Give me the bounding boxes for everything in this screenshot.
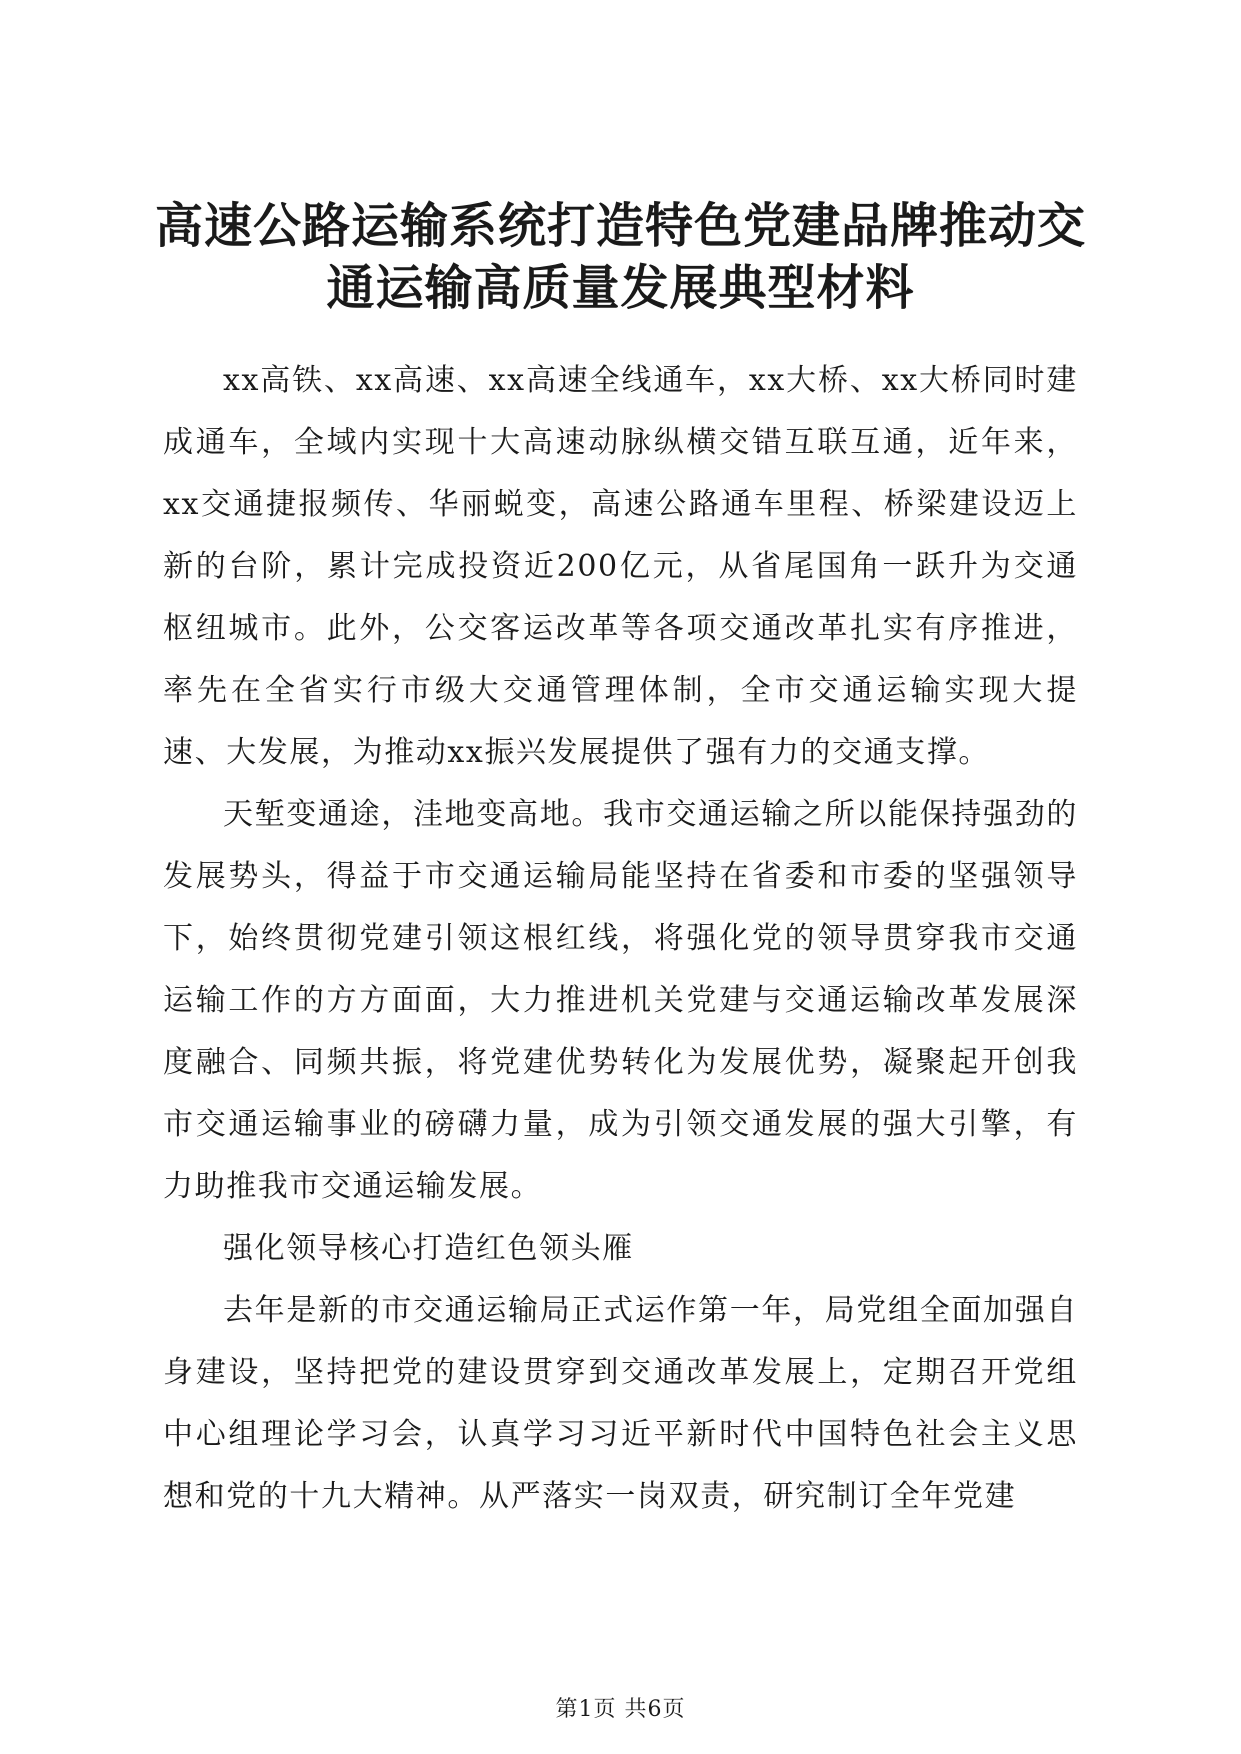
paragraph-development: 天堑变通途，洼地变高地。我市交通运输之所以能保持强劲的发展势头，得益于市交通运输局能坚持在省委和市委的坚强领导下，始终贯彻党建引领这根红线，将强化党的领导贯穿我市交通运输工作的方方面面，大力推进机关党建与交通运输改革发展深度融合、同频共振，将党建优势转化为发展优势，凝聚起开创我市交通运输事业的磅礴力量，成为引领交通发展的强大引擎，有力助推我市交通运输发展。 [163,797,1078,1204]
document-body [163,350,1078,1528]
paragraph-leadership: 去年是新的市交通运输局正式运作第一年，局党组全面加强自身建设，坚持把党的建设贯穿到交通改革发展上，定期召开党组中心组理论学习会，认真学习习近平新时代中国特色社会主义思想和党的十九大精神。从严落实一岗双责，研究制订全年党建 [163,1293,1078,1514]
paragraph-intro: xx高铁、xx高速、xx高速全线通车，xx大桥、xx大桥同时建成通车，全域内实现十大高速动脉纵横交错互联互通，近年来，xx交通捷报频传、华丽蜕变，高速公路通车里程、桥梁建设迈上新的台阶，累计完成投资近200亿元，从省尾国角一跃升为交通枢纽城市。此外，公交客运改革等各项交通改革扎实有序推进，率先在全省实行市级大交通管理体制，全市交通运输实现大提速、大发展，为推动xx振兴发展提供了强有力的交通支撑。 [163,363,1078,770]
page-number-footer: 第1页 共6页 [555,1697,686,1722]
section-heading: 强化领导核心打造红色领头雁 [223,1231,634,1266]
document-title: 高速公路运输系统打造特色党建品牌推动交通运输高质量发展典型材料 [154,198,1086,316]
